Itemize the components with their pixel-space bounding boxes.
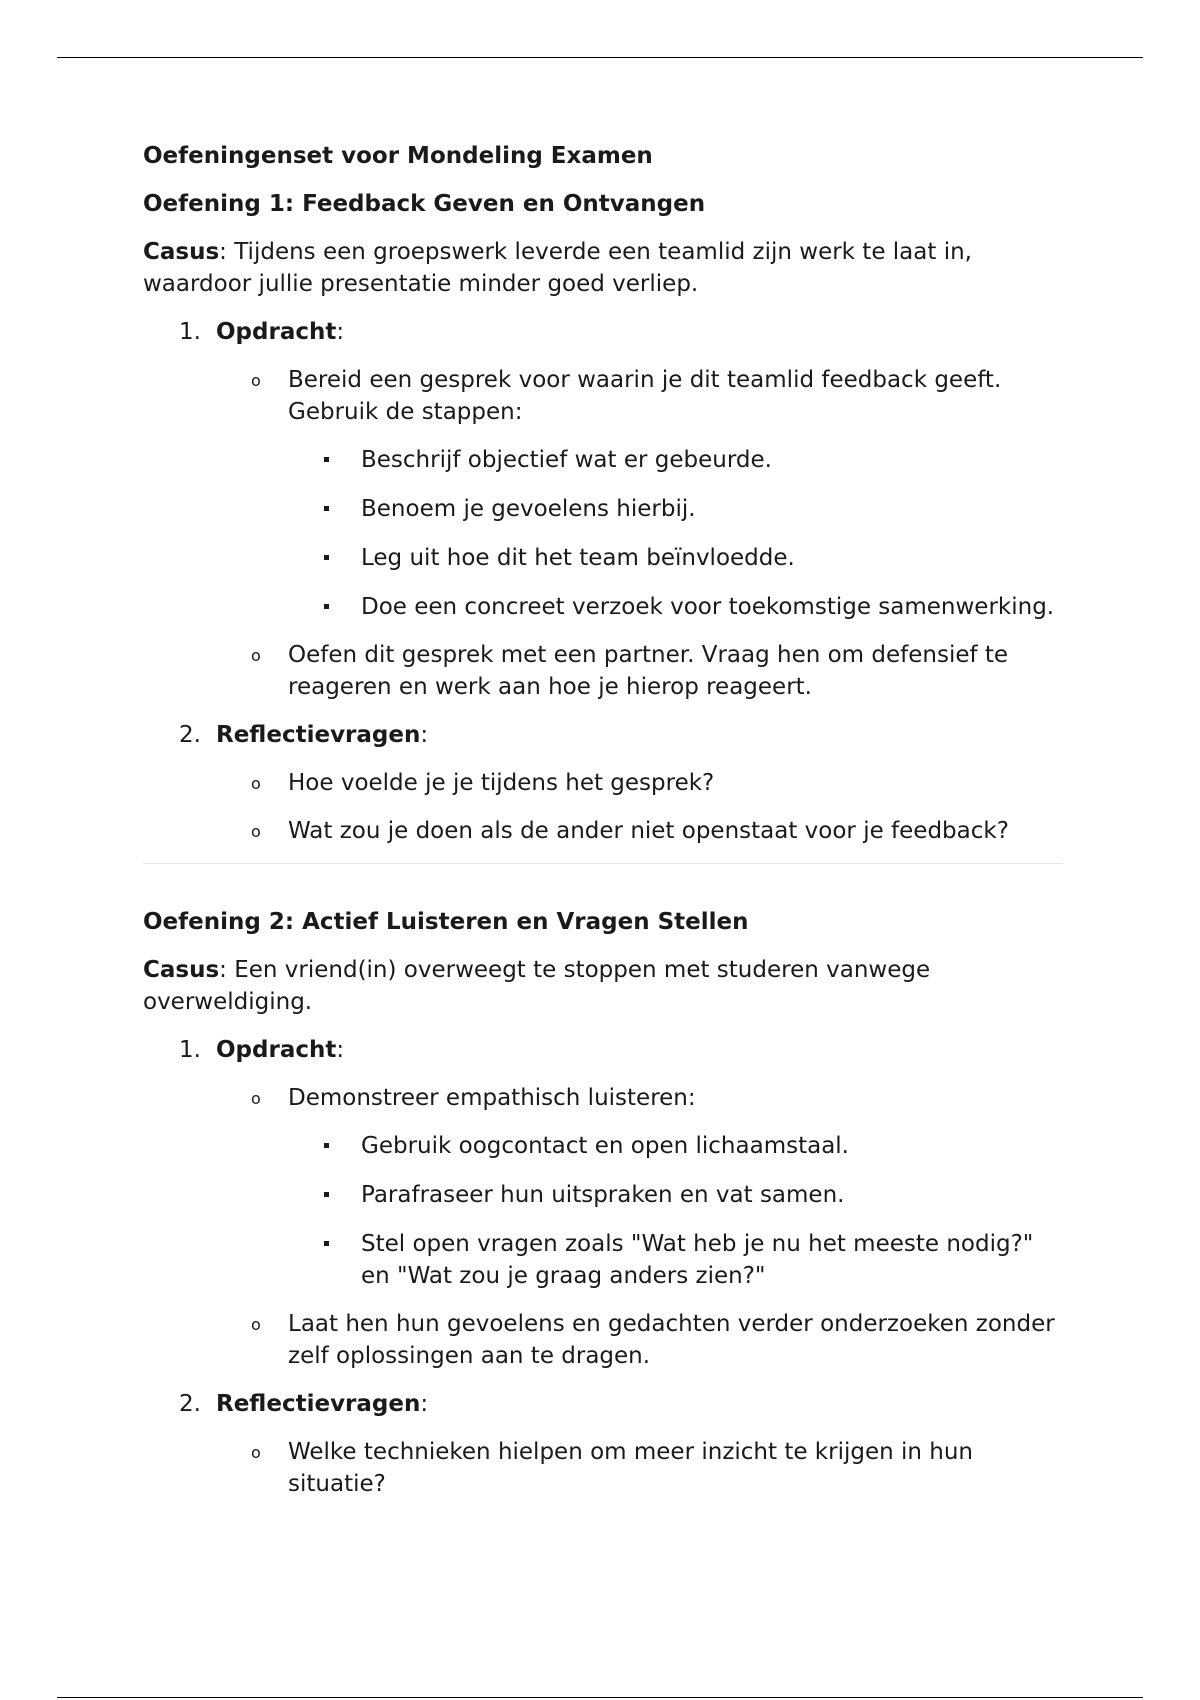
step-label: Opdracht [216, 319, 337, 345]
bullet-list [216, 364, 1063, 703]
casus-paragraph [143, 236, 1063, 300]
sub-list-item-text: Beschrijf objectief wat er gebeurde. [361, 447, 772, 473]
sub-list-item-text: Doe een concreet verzoek voor toekomstige samenwerking. [361, 594, 1055, 620]
list-item [216, 1308, 1063, 1372]
exercise-heading: Oefening 1: Feedback Geven en Ontvangen [143, 191, 706, 217]
list-item-text: Oefen dit gesprek met een partner. Vraag hen om defensief te reageren en werk aan hoe je hierop reageert. [288, 642, 1009, 700]
step-label: Reflectievragen [216, 1391, 421, 1417]
step-suffix: : [336, 319, 345, 345]
circle-bullet-icon: o [251, 822, 261, 841]
circle-bullet-icon: o [251, 646, 261, 665]
step-item [143, 316, 1063, 703]
document-title: Oefeningenset voor Mondeling Examen [143, 143, 653, 169]
circle-bullet-icon: o [251, 371, 261, 390]
sub-list-item-text: Benoem je gevoelens hierbij. [361, 496, 696, 522]
step-number: 1. [179, 1037, 201, 1063]
step-suffix: : [420, 1391, 429, 1417]
step-item [143, 1034, 1063, 1372]
sub-list-item [288, 1228, 1063, 1292]
step-item [143, 1388, 1063, 1500]
list-item [216, 639, 1063, 703]
step-suffix: : [336, 1037, 345, 1063]
casus-text: : Tijdens een groepswerk leverde een teamlid zijn werk te laat in, waardoor jullie presentatie minder goed verliep. [143, 239, 972, 297]
square-bullet-icon [324, 1241, 329, 1246]
list-item [216, 1082, 1063, 1292]
sub-list-item [288, 1179, 1063, 1211]
circle-bullet-icon: o [251, 1315, 261, 1334]
sub-list-item [288, 444, 1063, 476]
exercise-heading: Oefening 2: Actief Luisteren en Vragen Stellen [143, 909, 749, 935]
list-item [216, 364, 1063, 623]
sub-list-item-text: Parafraseer hun uitspraken en vat samen. [361, 1182, 845, 1208]
bullet-list [216, 1436, 1063, 1500]
step-label: Reflectievragen [216, 722, 421, 748]
square-bullet-icon [324, 555, 329, 560]
step-number: 1. [179, 319, 201, 345]
step-suffix: : [420, 722, 429, 748]
exercise-1 [143, 188, 1063, 847]
casus-label: Casus [143, 239, 220, 265]
sub-bullet-list [288, 444, 1063, 623]
circle-bullet-icon: o [251, 774, 261, 793]
list-item [216, 767, 1063, 799]
square-bullet-icon [324, 1143, 329, 1148]
sub-list-item-text: Gebruik oogcontact en open lichaamstaal. [361, 1133, 849, 1159]
bullet-list [216, 767, 1063, 847]
square-bullet-icon [324, 1192, 329, 1197]
document-body [143, 140, 1063, 1516]
circle-bullet-icon: o [251, 1089, 261, 1108]
square-bullet-icon [324, 457, 329, 462]
list-item-text: Bereid een gesprek voor waarin je dit teamlid feedback geeft. Gebruik de stappen: [288, 367, 1002, 425]
casus-paragraph [143, 954, 1063, 1018]
list-item-text: Hoe voelde je je tijdens het gesprek? [288, 770, 715, 796]
step-number: 2. [179, 722, 201, 748]
step-number: 2. [179, 1391, 201, 1417]
casus-text: : Een vriend(in) overweegt te stoppen met studeren vanwege overweldiging. [143, 957, 931, 1015]
square-bullet-icon [324, 604, 329, 609]
section-divider [143, 863, 1063, 864]
page-bottom-rule [57, 1697, 1143, 1698]
list-item-text: Demonstreer empathisch luisteren: [288, 1085, 696, 1111]
sub-list-item [288, 591, 1063, 623]
sub-list-item [288, 1130, 1063, 1162]
step-list [143, 1034, 1063, 1500]
casus-label: Casus [143, 957, 220, 983]
list-item [216, 815, 1063, 847]
exercise-2 [143, 906, 1063, 1500]
list-item-text: Wat zou je doen als de ander niet openstaat voor je feedback? [288, 818, 1009, 844]
list-item [216, 1436, 1063, 1500]
sub-list-item-text: Leg uit hoe dit het team beïnvloedde. [361, 545, 795, 571]
square-bullet-icon [324, 506, 329, 511]
list-item-text: Welke technieken hielpen om meer inzicht te krijgen in hun situatie? [288, 1439, 974, 1497]
list-item-text: Laat hen hun gevoelens en gedachten verder onderzoeken zonder zelf oplossingen aan te dragen. [288, 1311, 1055, 1369]
page-top-rule [57, 57, 1143, 58]
sub-list-item [288, 542, 1063, 574]
sub-list-item-text: Stel open vragen zoals "Wat heb je nu het meeste nodig?" en "Wat zou je graag anders zien?" [361, 1231, 1034, 1289]
step-list [143, 316, 1063, 847]
step-label: Opdracht [216, 1037, 337, 1063]
sub-bullet-list [288, 1130, 1063, 1292]
sub-list-item [288, 493, 1063, 525]
circle-bullet-icon: o [251, 1443, 261, 1462]
bullet-list [216, 1082, 1063, 1372]
step-item [143, 719, 1063, 847]
